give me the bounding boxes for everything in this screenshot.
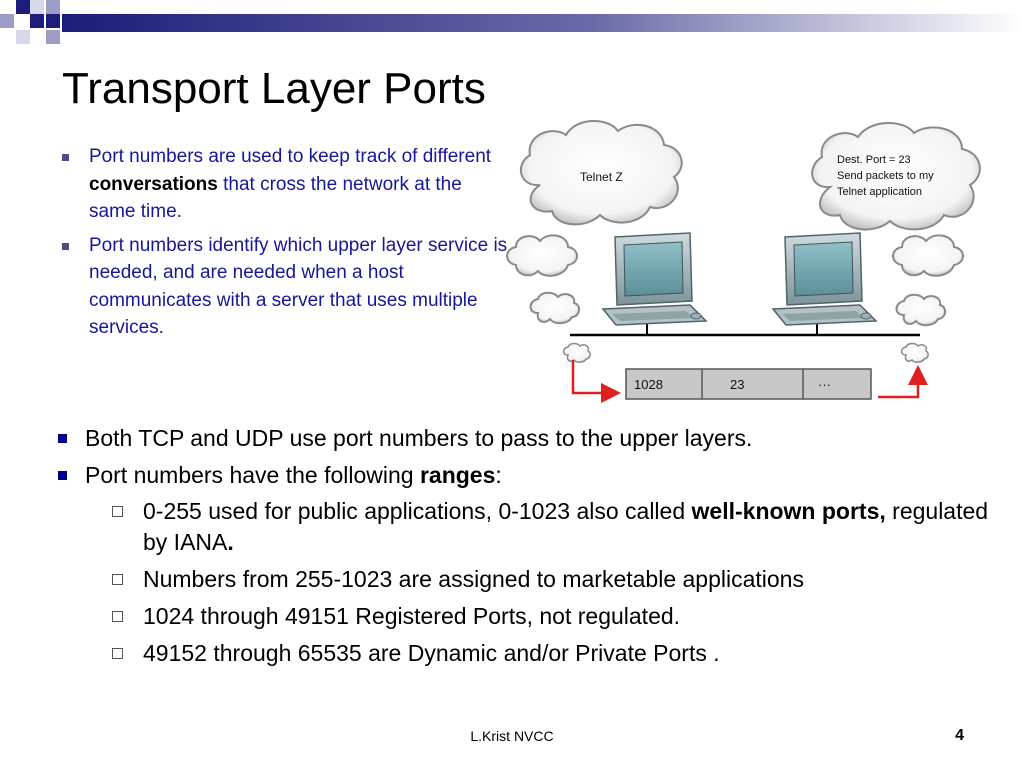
intro-bullet-text: that cross the network at the same time. — [89, 173, 462, 222]
square-bullet-icon — [62, 243, 69, 250]
range-bullet — [110, 496, 992, 558]
header-square — [46, 30, 60, 44]
range-text: 49152 through 65535 are Dynamic and/or Private Ports . — [143, 640, 720, 666]
intro-bullet-text: Port numbers are used to keep track of different — [89, 146, 492, 167]
range-text: 0-255 used for public applications, 0-1023 also called — [143, 498, 692, 524]
header-square — [0, 14, 14, 28]
header-square — [30, 0, 44, 14]
intro-bullet-text: Port numbers identify which upper layer service is needed, and are needed when a host communicates with a server that uses multiple services. — [89, 234, 508, 338]
range-bullet — [110, 638, 992, 669]
header-square — [30, 14, 44, 28]
network-diagram — [500, 115, 995, 410]
hollow-square-bullet-icon — [112, 648, 123, 659]
main-bullet-text: Both TCP and UDP use port numbers to pass to the upper layers. — [85, 425, 753, 451]
header-decoration — [0, 0, 1024, 48]
ranges-sub-list — [110, 496, 992, 669]
range-emphasis: . — [227, 529, 234, 555]
right-computer-icon — [773, 233, 876, 325]
range-bullet — [110, 601, 992, 632]
square-bullet-icon — [58, 434, 67, 443]
left-small-cloud — [531, 293, 580, 324]
outbound-arrow-icon — [878, 370, 918, 397]
right-cloud-line: Telnet application — [837, 186, 923, 198]
header-square — [46, 14, 60, 28]
right-cloud — [812, 123, 980, 230]
dest-port-field: 23 — [730, 377, 745, 392]
range-bullet — [110, 564, 992, 595]
right-small-cloud — [897, 295, 946, 326]
header-square — [16, 14, 30, 28]
main-bullet — [52, 459, 992, 491]
left-mid-cloud — [507, 235, 577, 275]
range-text: Numbers from 255-1023 are assigned to marketable applications — [143, 566, 804, 592]
range-emphasis: well-known ports, — [691, 498, 886, 524]
left-tiny-cloud — [564, 344, 591, 363]
left-cloud — [521, 121, 682, 224]
square-bullet-icon — [62, 154, 69, 161]
right-mid-cloud — [893, 235, 963, 275]
right-tiny-cloud — [902, 344, 929, 363]
intro-bullet — [62, 232, 512, 342]
header-square — [46, 0, 60, 14]
header-gradient-bar — [62, 14, 1024, 32]
header-square — [16, 0, 30, 14]
source-port-field: 1028 — [634, 377, 663, 392]
right-cloud-line: Dest. Port = 23 — [837, 154, 911, 166]
slide-title: Transport Layer Ports — [62, 64, 486, 113]
intro-bullet — [62, 143, 512, 226]
page-number: 4 — [955, 727, 964, 744]
hollow-square-bullet-icon — [112, 611, 123, 622]
square-bullet-icon — [58, 471, 67, 480]
more-fields: ··· — [818, 377, 831, 392]
inbound-arrow-icon — [573, 360, 616, 393]
hollow-square-bullet-icon — [112, 506, 123, 517]
main-bullet — [52, 422, 992, 454]
intro-bullet-emphasis: conversations — [89, 173, 218, 195]
header-square — [16, 30, 30, 44]
intro-bullet-list — [62, 143, 512, 342]
footer-author: L.Krist NVCC — [470, 728, 554, 744]
main-bullet-list — [52, 422, 992, 669]
left-cloud-label: Telnet Z — [580, 170, 623, 184]
left-computer-icon — [603, 233, 706, 325]
range-text: regulated by IANA — [143, 498, 989, 555]
range-text: 1024 through 49151 Registered Ports, not regulated. — [143, 603, 681, 629]
main-bullet-text: : — [495, 462, 502, 488]
main-bullet-text: Port numbers have the following — [85, 462, 420, 488]
right-cloud-line: Send packets to my — [837, 170, 934, 182]
main-bullet-emphasis: ranges — [419, 462, 496, 488]
hollow-square-bullet-icon — [112, 574, 123, 585]
segment-header — [626, 369, 871, 399]
